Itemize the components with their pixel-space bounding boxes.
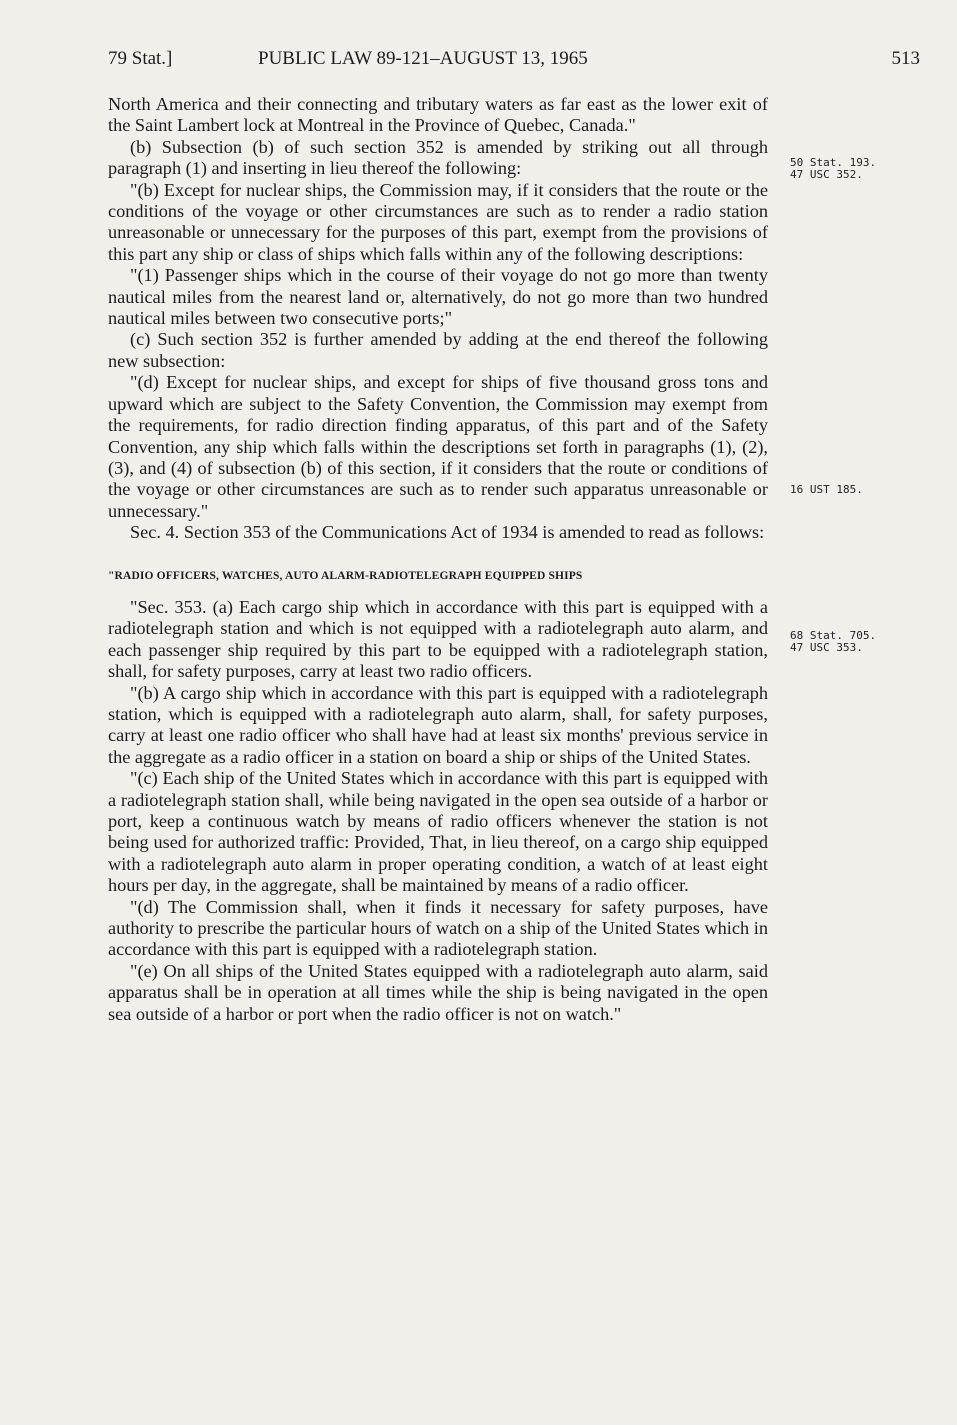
paragraph: Sec. 4. Section 353 of the Communications Act of 1934 is amended to read as follows: [130,522,765,543]
paragraph: (c) Such section 352 is further amended by adding at the end thereof the following new subsection: [108,329,768,371]
section-paragraph: "(c) Each ship of the United States which in accordance with this part is equipped with a radiotelegraph station shall, while being navigated in the open sea outside of a harbor or port, keep a continuous watch by means of radio officers whenever the station is not being used for authorized traffic: Provided, That, in lieu thereof, on a cargo ship equipped with a radiotelegraph auto alarm in proper operating condition, a watch of at least eight hours per day, in the aggregate, shall be maintained by means of a radio officer. [108,768,768,896]
citation-line: 68 Stat. 705. [790,629,877,642]
paragraph: (b) Subsection (b) of such section 352 is amended by striking out all through paragraph (1) and inserting in lieu thereof the following: [108,136,768,179]
law-title: PUBLIC LAW 89-121–AUGUST 13, 1965 [258,48,588,69]
section-paragraph: "Sec. 353. (a) Each cargo ship which in accordance with this part is equipped with a radiotelegraph station and which is not equipped with a radiotelegraph auto alarm, and each passenger ship required by this part to be equipped with a radiotelegraph station, shall, for safety purposes, carry at least two radio officers. [108,596,768,682]
paragraph: "(b) Except for nuclear ships, the Commission may, if it considers that the route or the conditions of the voyage or other circumstances are such as to render a radio station unreasonable or unnecessary for the purposes of this part, exempt from the provisions of this part any ship or class of ships which falls within any of the following descriptions: [108,179,768,264]
page-number: 513 [891,48,920,69]
page-header [108,48,920,76]
section-paragraph: "(d) The Commission shall, when it finds it necessary for safety purposes, have authority to prescribe the particular hours of watch on a ship of the United States which in accordance with this part is equipped with a radiotelegraph station. [108,896,768,960]
citation-line: 16 UST 185. [790,483,863,496]
citation-line: 47 USC 352. [790,168,863,181]
paragraph: "(1) Passenger ships which in the course of their voyage do not go more than twenty nautical miles from the nearest land or, alternatively, do not go more than two hundred nautical miles between two consecutive ports;" [108,265,768,329]
body-text [108,94,768,1025]
section-heading: "RADIO OFFICERS, WATCHES, AUTO ALARM-RADIOTELEGRAPH EQUIPPED SHIPS [108,569,583,582]
citation-line: 47 USC 353. [790,641,863,654]
paragraph: North America and their connecting and tributary waters as far east as the lower exit of the Saint Lambert lock at Montreal in the Province of Quebec, Canada." [108,94,768,136]
citation-line: 50 Stat. 193. [790,156,877,169]
margin-citation [790,630,876,654]
paragraph: "(d) Except for nuclear ships, and except for ships of five thousand gross tons and upward which are subject to the Safety Convention, the Commission may exempt from the requirements, for radio direction finding apparatus, of this part and of the Safety Convention, any ship which falls within the descriptions set forth in paragraphs (1), (2), (3), and (4) of subsection (b) of this section, if it considers that the route or conditions of the voyage or other circumstances are such as to render such apparatus unreasonable or unnecessary." [108,372,768,521]
volume-reference: 79 Stat.] [108,48,173,69]
margin-citation [790,484,863,496]
section-paragraph: "(b) A cargo ship which in accordance with this part is equipped with a radiotelegraph station, which is equipped with a radiotelegraph auto alarm, shall, for safety purposes, carry at least one radio officer who shall have had at least six months' previous service in the aggregate as a radio officer in a station on board a ship or ships of the United States. [108,682,768,767]
section-paragraph: "(e) On all ships of the United States equipped with a radiotelegraph auto alarm, said apparatus shall be in operation at all times while the ship is being navigated in the open sea outside of a harbor or port when the radio officer is not on watch." [108,960,768,1024]
margin-citation [790,157,876,181]
